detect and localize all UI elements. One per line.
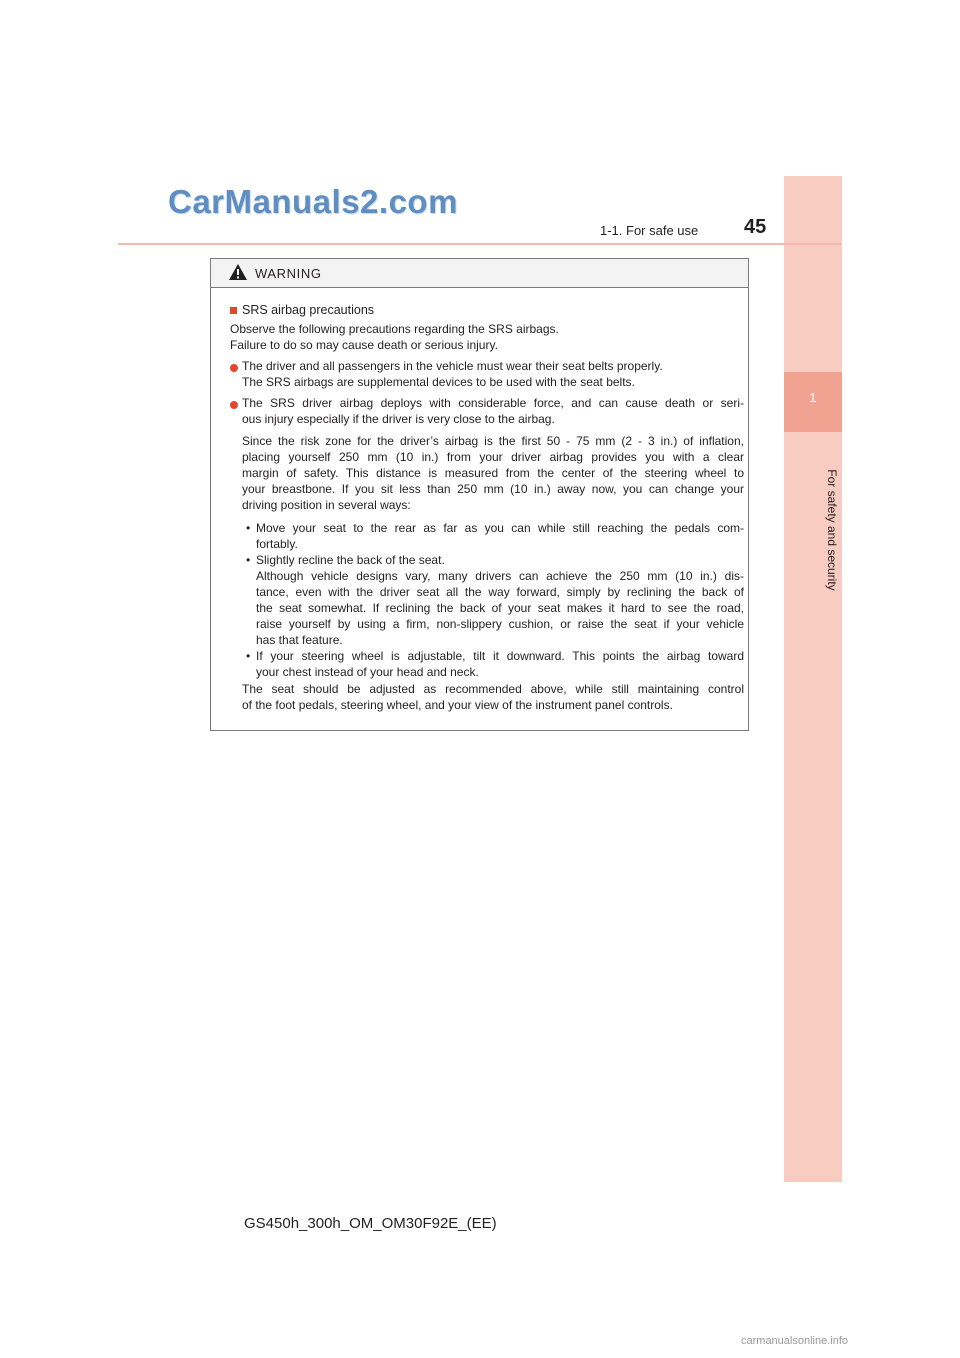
intro-line: Failure to do so may cause death or serious injury. (230, 338, 498, 352)
closing-line: The seat should be adjusted as recommended above, while still maintaining control (242, 682, 744, 696)
sub-line: Although vehicle designs vary, many drivers can achieve the 250 mm (10 in.) dis- (256, 569, 744, 583)
sub-line: tance, even with the driver seat all the way forward, simply by reclining the back of (256, 585, 744, 599)
footer-watermark[interactable]: carmanualsonline.info (741, 1335, 849, 1347)
warning-title: WARNING (255, 266, 322, 281)
page-number: 45 (744, 216, 767, 238)
chapter-side-tab (784, 176, 842, 1182)
sub-bullet: • (246, 521, 251, 535)
header-divider (118, 243, 842, 245)
warning-header (211, 259, 748, 288)
chapter-number: 1 (809, 390, 817, 405)
bullet-line: The SRS airbags are supplemental devices to be used with the seat belts. (242, 375, 635, 389)
closing-line: of the foot pedals, steering wheel, and your view of the instrument panel controls. (242, 698, 673, 712)
intro-line: Observe the following precautions regarding the SRS airbags. (230, 322, 559, 336)
para-line: Since the risk zone for the driver’s airbag is the first 50 - 75 mm (2 - 3 in.) of inflation, (242, 434, 744, 448)
warning-triangle-icon (229, 264, 247, 280)
sub-line: If your steering wheel is adjustable, tilt it downward. This points the airbag toward (256, 649, 744, 663)
warning-heading: SRS airbag precautions (242, 303, 375, 317)
para-line: driving position in several ways: (242, 498, 411, 512)
warning-box (210, 258, 749, 731)
sub-line: has that feature. (256, 633, 343, 647)
sub-line: fortably. (256, 537, 298, 551)
para-line: your breastbone. If you sit less than 250 mm (10 in.) away now, you can change your (242, 482, 744, 496)
para-line: margin of safety. This distance is measured from the center of the steering wheel to (242, 466, 744, 480)
bullet-dot-icon (230, 364, 238, 372)
chapter-label: For safety and security (825, 469, 839, 591)
bullet-line: The SRS driver airbag deploys with considerable force, and can cause death or seri- (242, 396, 744, 410)
section-title: 1-1. For safe use (600, 223, 699, 238)
bullet-line: The driver and all passengers in the vehicle must wear their seat belts properly. (242, 359, 663, 373)
model-code: GS450h_300h_OM_OM30F92E_(EE) (244, 1215, 497, 1232)
sub-line: the seat somewhat. If reclining the back of your seat makes it hard to see the road, (256, 601, 744, 615)
sub-bullet: • (246, 553, 251, 567)
para-line: placing yourself 250 mm (10 in.) from your driver airbag provides you with a clear (242, 450, 744, 464)
sub-line: raise yourself by using a firm, non-slippery cushion, or raise the seat if your vehicle (256, 617, 744, 631)
sub-line: your chest instead of your head and neck. (256, 665, 479, 679)
watermark-logo[interactable]: CarManuals2.com (168, 183, 458, 220)
bullet-dot-icon (230, 401, 238, 409)
heading-square-icon (230, 307, 237, 314)
sub-line: Slightly recline the back of the seat. (256, 553, 445, 567)
sub-line: Move your seat to the rear as far as you can while still reaching the pedals com- (256, 521, 744, 535)
sub-bullet: • (246, 649, 251, 663)
bullet-line: ous injury especially if the driver is very close to the airbag. (242, 412, 555, 426)
